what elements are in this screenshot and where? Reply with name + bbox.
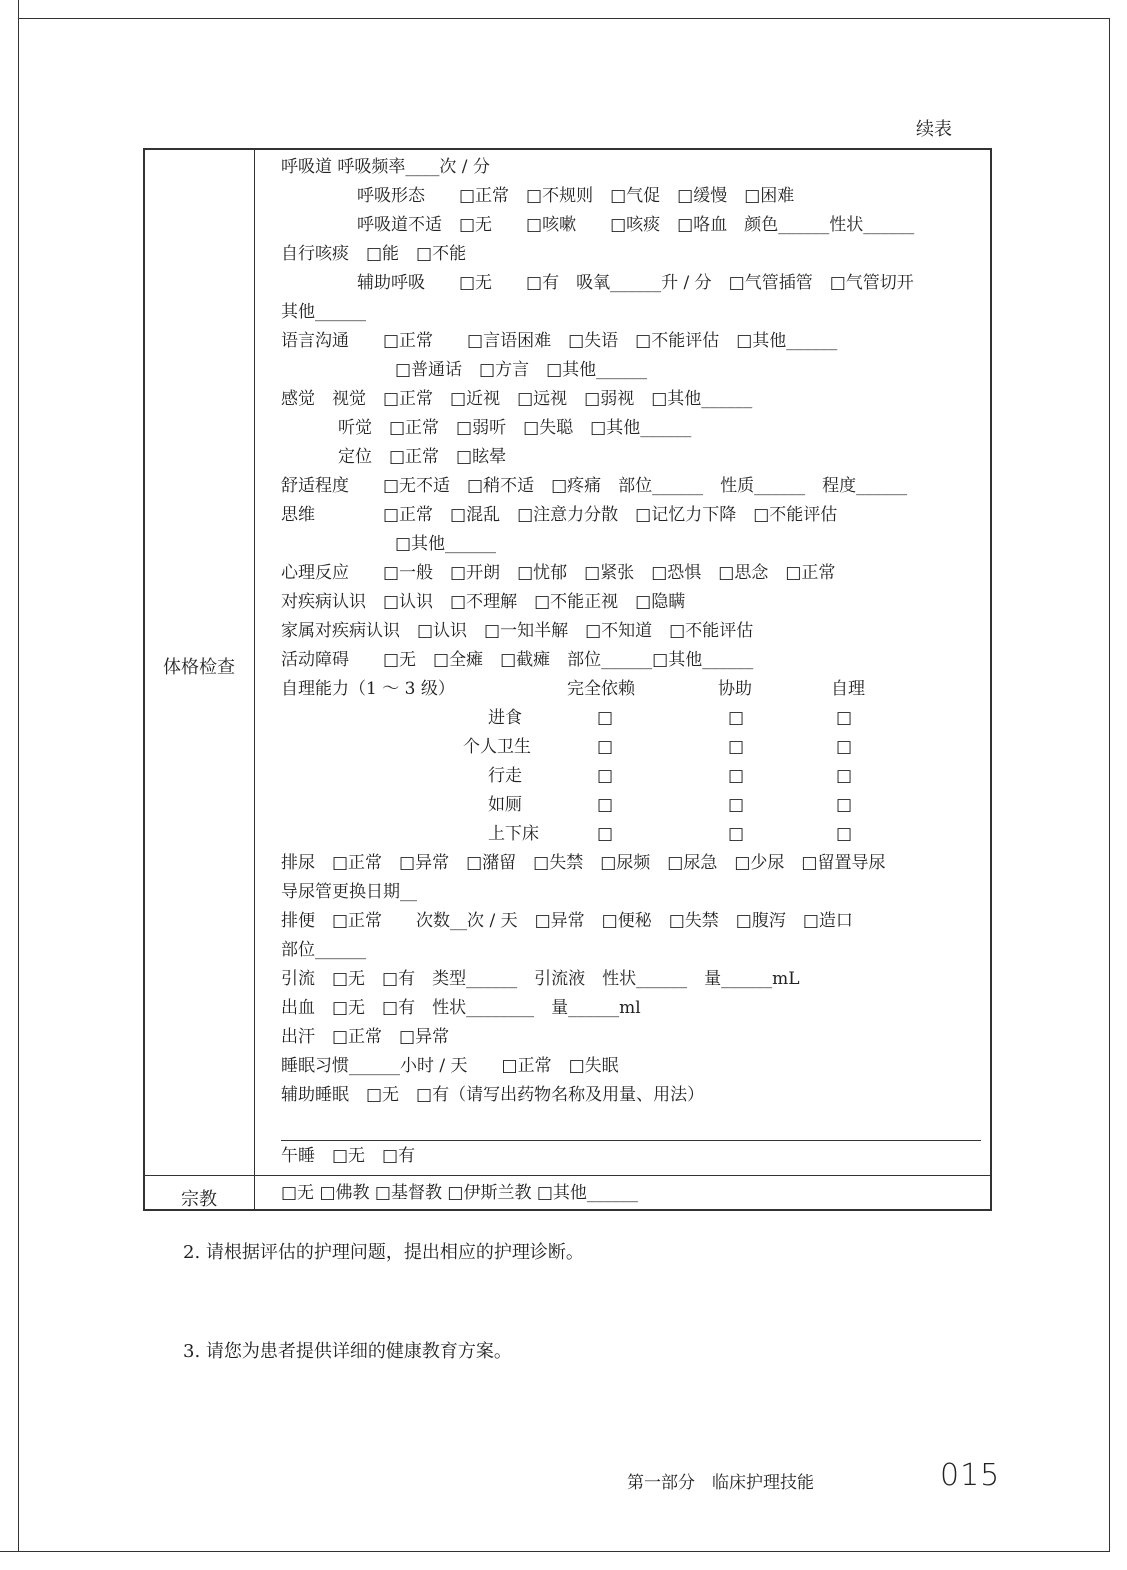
page-frame-bottom [0, 1551, 1110, 1552]
line-self-cough: 自行咳痰 □能 □不能 [281, 244, 467, 264]
self-care-item-hygiene: 个人卫生 [463, 737, 531, 757]
self-care-item-walking: 行走 [488, 766, 522, 786]
question-nursing-diagnosis: 2. 请根据评估的护理问题，提出相应的护理诊断。 [183, 1242, 584, 1263]
line-thinking: 思维 □正常 □混乱 □注意力分散 □记忆力下降 □不能评估 [281, 505, 838, 525]
line-sweating: 出汗 □正常 □异常 [281, 1027, 450, 1047]
self-care-level-assisted: 协助 [718, 679, 752, 699]
checkbox[interactable]: □ [728, 737, 745, 757]
line-disease-awareness: 对疾病认识 □认识 □不理解 □不能正视 □隐瞒 [281, 592, 686, 612]
line-respiratory-discomfort: 呼吸道不适 □无 □咳嗽 □咳痰 □咯血 颜色______性状______ [357, 215, 915, 235]
line-assisted-breathing: 辅助呼吸 □无 □有 吸氧______升 / 分 □气管插管 □气管切开 [357, 273, 914, 293]
checkbox[interactable]: □ [597, 766, 614, 786]
self-care-item-toileting: 如厕 [488, 795, 522, 815]
line-bleeding: 出血 □无 □有 性状________ 量______ml [281, 998, 641, 1018]
self-care-item-bed-transfer: 上下床 [488, 824, 539, 844]
checkbox[interactable]: □ [836, 737, 853, 757]
question-health-education: 3. 请您为患者提供详细的健康教育方案。 [183, 1341, 512, 1362]
page-frame-right [1109, 18, 1110, 1552]
footer-section: 第一部分 临床护理技能 [627, 1473, 814, 1493]
line-mobility: 活动障碍 □无 □全瘫 □截瘫 部位______□其他______ [281, 650, 754, 670]
checkbox[interactable]: □ [728, 766, 745, 786]
line-nap: 午睡 □无 □有 [281, 1146, 416, 1166]
checkbox[interactable]: □ [597, 737, 614, 757]
continued-label: 续表 [916, 119, 952, 140]
category-physical-exam: 体格检查 [163, 657, 235, 678]
page-number: 015 [940, 1458, 1001, 1493]
line-stoma-site: 部位______ [281, 940, 366, 960]
page-frame-top [18, 18, 1110, 19]
line-sleep-aid: 辅助睡眠 □无 □有（请写出药物名称及用量、用法） [281, 1085, 705, 1105]
self-care-level-dependent: 完全依赖 [567, 679, 635, 699]
line-language-dialect: □普通话 □方言 □其他______ [395, 360, 648, 380]
page-frame-left [18, 0, 19, 1552]
checkbox[interactable]: □ [597, 824, 614, 844]
sleep-aid-write-line[interactable] [281, 1140, 981, 1141]
line-catheter-date: 导尿管更换日期__ [281, 882, 417, 902]
row-divider [145, 1175, 990, 1176]
self-care-title: 自理能力（1 ～ 3 级） [281, 679, 455, 699]
checkbox[interactable]: □ [597, 795, 614, 815]
category-religion: 宗教 [181, 1189, 217, 1210]
line-vision: 感觉 视觉 □正常 □近视 □远视 □弱视 □其他______ [281, 389, 753, 409]
column-divider [254, 150, 255, 1209]
checkbox[interactable]: □ [728, 708, 745, 728]
assessment-table [143, 148, 992, 1211]
line-comfort: 舒适程度 □无不适 □稍不适 □疼痛 部位______ 性质______ 程度______ [281, 476, 908, 496]
line-other: 其他______ [281, 302, 366, 322]
checkbox[interactable]: □ [836, 824, 853, 844]
line-family-awareness: 家属对疾病认识 □认识 □一知半解 □不知道 □不能评估 [281, 621, 754, 641]
self-care-level-independent: 自理 [831, 679, 865, 699]
line-psych-response: 心理反应 □一般 □开朗 □忧郁 □紧张 □恐惧 □思念 □正常 [281, 563, 836, 583]
line-orientation: 定位 □正常 □眩晕 [338, 447, 507, 467]
line-hearing: 听觉 □正常 □弱听 □失聪 □其他______ [338, 418, 692, 438]
line-language: 语言沟通 □正常 □言语困难 □失语 □不能评估 □其他______ [281, 331, 838, 351]
line-breathing-pattern: 呼吸形态 □正常 □不规则 □气促 □缓慢 □困难 [357, 186, 795, 206]
line-religion: □无 □佛教 □基督教 □伊斯兰教 □其他______ [281, 1183, 638, 1203]
checkbox[interactable]: □ [836, 795, 853, 815]
checkbox[interactable]: □ [836, 766, 853, 786]
line-drainage: 引流 □无 □有 类型______ 引流液 性状______ 量______mL [281, 969, 800, 989]
line-thinking-other: □其他______ [395, 534, 497, 554]
self-care-item-eating: 进食 [488, 708, 522, 728]
line-respiratory-rate: 呼吸道 呼吸频率____次 / 分 [281, 157, 490, 177]
line-sleep-habit: 睡眠习惯______小时 / 天 □正常 □失眠 [281, 1056, 619, 1076]
checkbox[interactable]: □ [597, 708, 614, 728]
checkbox[interactable]: □ [728, 795, 745, 815]
checkbox[interactable]: □ [728, 824, 745, 844]
checkbox[interactable]: □ [836, 708, 853, 728]
line-defecation: 排便 □正常 次数__次 / 天 □异常 □便秘 □失禁 □腹泻 □造口 [281, 911, 853, 931]
line-urination: 排尿 □正常 □异常 □潴留 □失禁 □尿频 □尿急 □少尿 □留置导尿 [281, 853, 886, 873]
